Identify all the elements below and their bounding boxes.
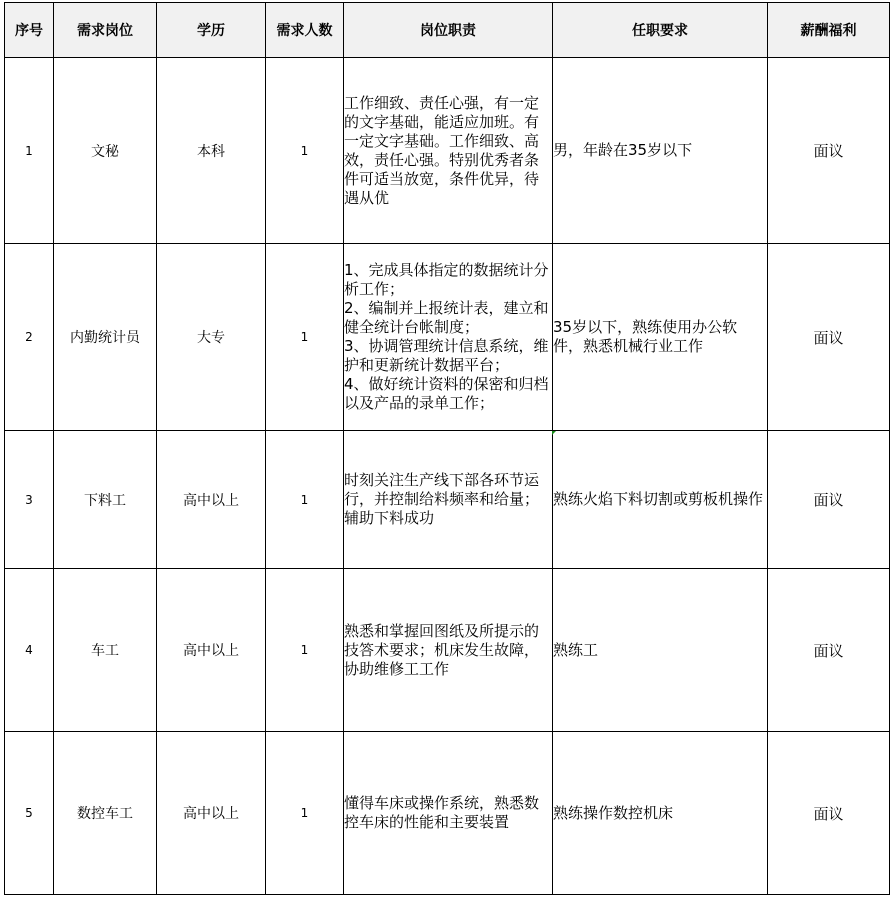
header-row bbox=[5, 3, 890, 58]
cell-salary: 面议 bbox=[768, 569, 890, 732]
cell-education: 本科 bbox=[157, 58, 266, 244]
cell-duties: 1、完成具体指定的数据统计分析工作； 2、编制并上报统计表，建立和健全统计台帐制度； 3、协调管理统计信息系统，维护和更新统计数据平台； 4、做好统计资料的保密和归档以及产品的录单工作； bbox=[344, 244, 553, 431]
cell-salary: 面议 bbox=[768, 244, 890, 431]
cell-number: 2 bbox=[5, 244, 54, 431]
cell-requirements: 35岁以下，熟练使用办公软件，熟悉机械行业工作 bbox=[553, 244, 768, 431]
cell-count: 1 bbox=[266, 244, 344, 431]
cell-number: 1 bbox=[5, 58, 54, 244]
table-row bbox=[5, 569, 890, 732]
cell-education: 高中以上 bbox=[157, 732, 266, 895]
cell-position: 车工 bbox=[54, 569, 157, 732]
cell-position: 内勤统计员 bbox=[54, 244, 157, 431]
cell-education: 大专 bbox=[157, 244, 266, 431]
cell-requirements: 熟练操作数控机床 bbox=[553, 732, 768, 895]
cell-count: 1 bbox=[266, 431, 344, 569]
cell-requirements: 熟练火焰下料切割或剪板机操作 bbox=[553, 431, 768, 569]
table-row bbox=[5, 58, 890, 244]
cell-count: 1 bbox=[266, 569, 344, 732]
cell-requirements: 熟练工 bbox=[553, 569, 768, 732]
cell-duties: 工作细致、责任心强，有一定的文字基础，能适应加班。有一定文字基础。工作细致、高效，责任心强。特别优秀者条件可适当放宽，条件优异，待遇从优 bbox=[344, 58, 553, 244]
cell-duties: 懂得车床或操作系统，熟悉数控车床的性能和主要装置 bbox=[344, 732, 553, 895]
cell-requirements: 男，年龄在35岁以下 bbox=[553, 58, 768, 244]
cell-count: 1 bbox=[266, 58, 344, 244]
cell-position: 下料工 bbox=[54, 431, 157, 569]
cell-salary: 面议 bbox=[768, 431, 890, 569]
header-count: 需求人数 bbox=[266, 3, 344, 58]
table-row bbox=[5, 732, 890, 895]
cell-salary: 面议 bbox=[768, 732, 890, 895]
recruitment-table bbox=[4, 2, 890, 895]
table-row bbox=[5, 431, 890, 569]
cell-number: 4 bbox=[5, 569, 54, 732]
table-row bbox=[5, 244, 890, 431]
header-education: 学历 bbox=[157, 3, 266, 58]
cell-number: 5 bbox=[5, 732, 54, 895]
cell-count: 1 bbox=[266, 732, 344, 895]
cell-comment-marker bbox=[552, 431, 556, 435]
cell-duties: 时刻关注生产线下部各环节运行，并控制给料频率和给量；辅助下料成功 bbox=[344, 431, 553, 569]
cell-position: 文秘 bbox=[54, 58, 157, 244]
header-salary: 薪酬福利 bbox=[768, 3, 890, 58]
cell-position: 数控车工 bbox=[54, 732, 157, 895]
header-duties: 岗位职责 bbox=[344, 3, 553, 58]
cell-number: 3 bbox=[5, 431, 54, 569]
header-requirements: 任职要求 bbox=[553, 3, 768, 58]
cell-education: 高中以上 bbox=[157, 569, 266, 732]
cell-duties: 熟悉和掌握回图纸及所提示的技答术要求；机床发生故障，协助维修工工作 bbox=[344, 569, 553, 732]
header-number: 序号 bbox=[5, 3, 54, 58]
cell-education: 高中以上 bbox=[157, 431, 266, 569]
cell-salary: 面议 bbox=[768, 58, 890, 244]
header-position: 需求岗位 bbox=[54, 3, 157, 58]
